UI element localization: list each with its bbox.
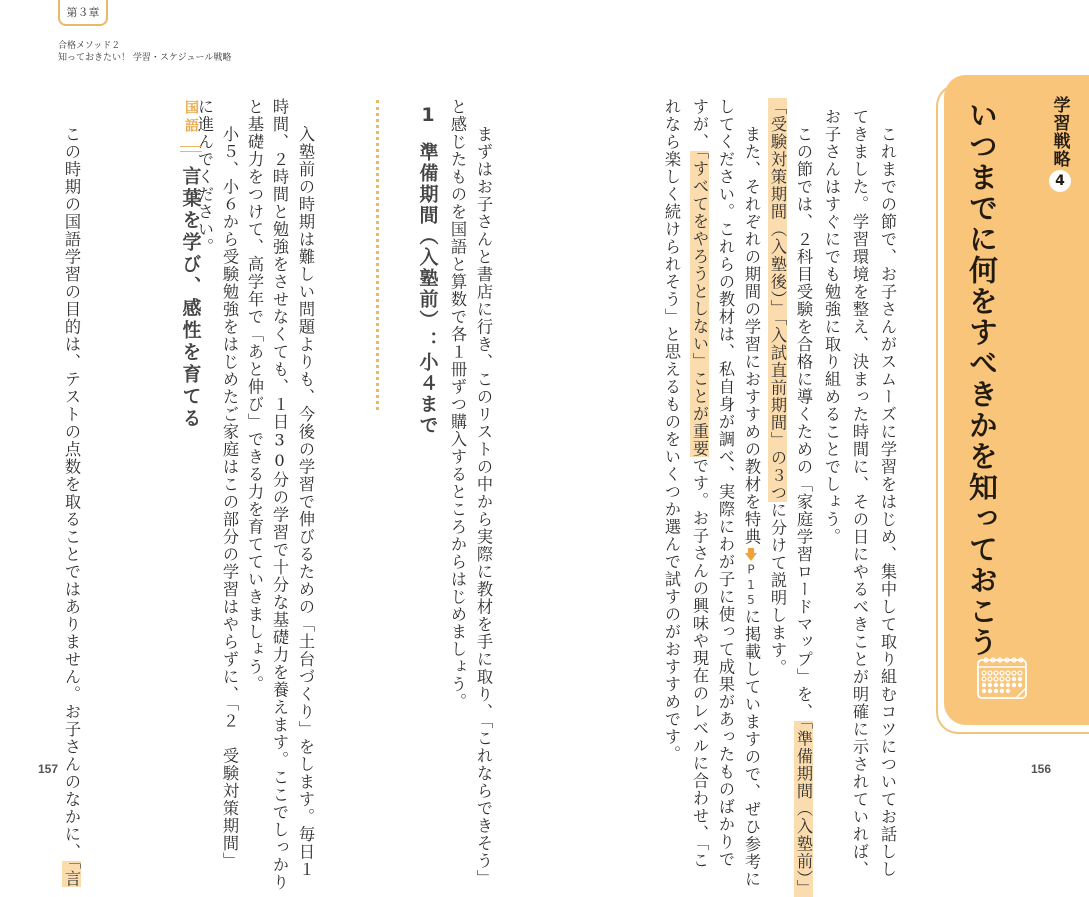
- body-column: と感じたものを国語と算数で各１冊ずつ購入するところからはじめましょう。: [448, 98, 467, 711]
- chapter-label: 第３章: [66, 6, 100, 19]
- body-column: お子さんはすぐにでも勉強に取り組めることでしょう。: [822, 108, 841, 546]
- body-column: 入塾前の時期は難しい問題よりも、今後の学習で伸びるための「土台づくり」をします。毎日１: [296, 108, 315, 878]
- highlight-phrase: 「準備期間（入塾前）」: [794, 720, 813, 897]
- body-column: と基礎力をつけて、高学年で「あと伸び」できる力を育てていきましょう。: [245, 98, 264, 693]
- body-column: れなら楽しく続けられそう」と思えるものをいくつか選んで試すのがおすすめです。: [662, 98, 681, 763]
- section-title: 準備期間（入塾前）：小４まで: [416, 142, 439, 436]
- page-number-left: 157: [38, 762, 59, 776]
- body-column: まずはお子さんと書店に行き、このリストの中から実際に教材を手に取り、「これならできそう」: [474, 108, 493, 888]
- strategy-label-group: [1010, 96, 1089, 192]
- strategy-number-badge: 4: [1049, 170, 1071, 192]
- subject-label: 国語: [183, 100, 199, 136]
- highlight-phrase: 「受験対策期間（入塾後）」「入試直前期間」の３つ: [768, 98, 787, 502]
- body-column: この節では、２科目受験を合格に導くための「家庭学習ロードマップ」を、「準備期間（入塾前）」: [794, 108, 813, 897]
- chapter-tab: [58, 0, 108, 26]
- page-title: いつまでに何をすべきかを知っておこう: [965, 100, 999, 658]
- body-column: してください。これらの教材は、私自身が調べ、実際にわが子に使って成果があったものばかりで: [716, 98, 735, 868]
- body-column: この時期の国語学習の目的は、テストの点数を取ることではありません。お子さんのなかに、「言: [62, 108, 81, 888]
- body-column: これまでの節で、お子さんがスムーズに学習をはじめ、集中して取り組むコツについてお話しし: [878, 108, 897, 878]
- section-number: 1: [417, 104, 439, 128]
- running-head: [58, 40, 231, 64]
- highlight-phrase: 「すべてをやろうとしない」ことが重要: [690, 150, 709, 458]
- page-ref-link[interactable]: P15: [744, 562, 758, 609]
- highlight-phrase: 「言: [62, 860, 81, 888]
- body-column: また、それぞれの期間の学習におすすめの教材を特典 P15に掲載していますので、ぜひ参考に: [742, 108, 761, 889]
- double-rule: [180, 146, 202, 152]
- body-column: に進んでください。: [195, 98, 214, 256]
- page-number-right: 156: [1031, 762, 1052, 776]
- body-column: てきました。学習環境を整え、決まった時間に、その日にやるべきことが明確に示されていれば、: [850, 108, 869, 878]
- body-column: 時間、２時間と勉強をさせなくても、１日30分の学習で十分な基礎力を養えます。ここでしっかり: [270, 98, 289, 892]
- body-column: 「受験対策期間（入塾後）」「入試直前期間」の３つに分けて説明します。: [768, 98, 787, 677]
- running-head-line2: 知っておきたい！ 学習・スケジュール戦略: [58, 53, 232, 63]
- running-head-line1: 合格メソッド２: [58, 41, 121, 51]
- calendar-icon: [976, 655, 1030, 701]
- section-heading: [347, 104, 509, 436]
- body-column: すが、「すべてをやろうとしない」ことが重要です。お子さんの興味や現在のレベルに合わせ、「こ: [690, 98, 709, 870]
- strategy-label: 学習戦略: [1049, 96, 1070, 168]
- subject-heading: [110, 100, 272, 430]
- body-column: 小５、小６から受験勉強をはじめたご家庭はこの部分の学習はやらずに、「２ 受験対策期間」: [220, 108, 239, 870]
- page-ref-arrow-icon: [745, 548, 757, 561]
- subject-title: 言葉を学び、感性を育てる: [179, 166, 202, 430]
